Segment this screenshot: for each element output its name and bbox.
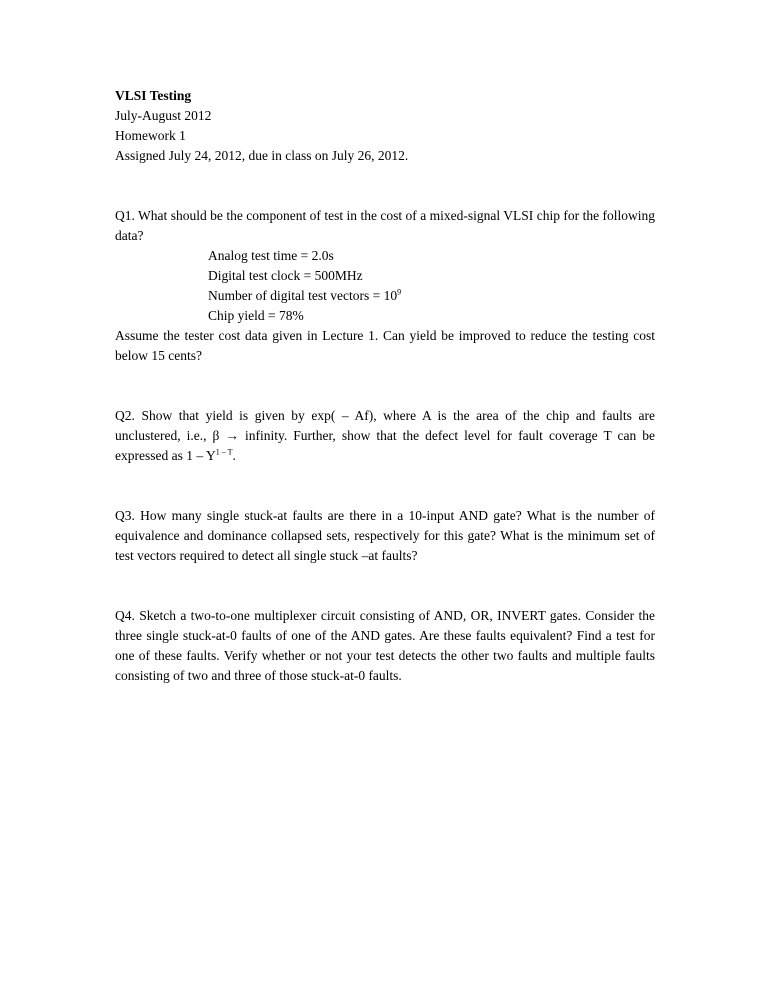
question-1-data — [115, 246, 655, 326]
question-1 — [115, 206, 655, 366]
term-line: July-August 2012 — [115, 108, 212, 123]
question-1-outro: Assume the tester cost data given in Lecture 1. Can yield be improved to reduce the testing cost below 15 cents? — [115, 328, 655, 363]
question-1-data-line: Chip yield = 78% — [208, 308, 304, 323]
dates-line: Assigned July 24, 2012, due in class on July 26, 2012. — [115, 148, 409, 163]
question-1-data-line: Analog test time = 2.0s — [208, 248, 334, 263]
question-1-data-line-vectors — [115, 286, 655, 306]
vectors-text: Number of digital test vectors = 10 — [208, 288, 398, 303]
document-body — [115, 86, 655, 686]
question-2 — [115, 406, 655, 466]
assignment-line: Homework 1 — [115, 128, 186, 143]
question-2-end: . — [232, 448, 236, 463]
question-1-data-line: Digital test clock = 500MHz — [208, 268, 363, 283]
course-title: VLSI Testing — [115, 88, 192, 103]
vectors-exponent: 9 — [397, 287, 402, 297]
question-4: Q4. Sketch a two-to-one multiplexer circuit consisting of AND, OR, INVERT gates. Consider the three single stuck-at-0 faults of one of the AND gates. Are these faults equivalent? Find a test for one of these faults. Verify whether or not your test detects the other two faults and multiple faults consisting of two and three of those stuck-at-0 faults. — [115, 608, 655, 683]
question-3: Q3. How many single stuck-at faults are there in a 10-input AND gate? What is the number of equivalence and dominance collapsed sets, respectively for this gate? What is the minimum set of test vectors required to detect all single stuck –at faults? — [115, 508, 655, 563]
question-2-exponent: 1 – T — [215, 447, 233, 457]
question-2-text: Q2. Show that yield is given by exp( – Af), where A is the area of the chip and faults are unclustered, i.e., β → infinity. Further, show that the defect level for fault coverage T can be expressed as 1 – Y — [115, 408, 655, 463]
question-1-intro: Q1. What should be the component of test in the cost of a mixed-signal VLSI chip for the following data? — [115, 208, 655, 243]
